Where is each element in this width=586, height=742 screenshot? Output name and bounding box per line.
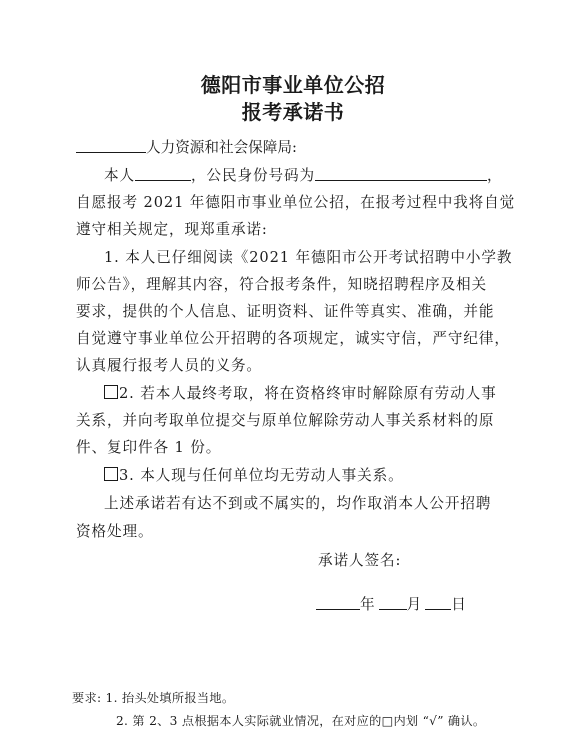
month-label: 月 — [406, 596, 422, 613]
identity-middle: ，公民身份号码为 — [191, 167, 315, 184]
item3-text-1: 3. 本人现与任何单位均无劳动人事关系。 — [119, 467, 404, 484]
item1-line-3: 要求，提供的个人信息、证明资料、证件等真实、准确，并能 — [76, 303, 495, 320]
salutation-line — [76, 137, 297, 158]
signature-label: 承诺人签名: — [318, 552, 402, 569]
id-number-blank[interactable] — [315, 165, 487, 181]
item3-line-1 — [104, 466, 404, 486]
item2-line-2: 关系，并向考取单位提交与原单位解除劳动人事关系材料的原 — [76, 412, 495, 429]
month-blank[interactable] — [379, 594, 407, 610]
item2-line-1 — [104, 384, 497, 404]
year-blank[interactable] — [316, 594, 360, 610]
identity-prefix: 本人 — [104, 167, 135, 184]
item1-line-2: 师公告》，理解其内容，符合报考条件，知晓招聘程序及相关 — [76, 276, 488, 293]
name-blank[interactable] — [135, 165, 191, 181]
date-line — [316, 594, 466, 615]
intro-line-1: 自愿报考 2021 年德阳市事业单位公招，在报考过程中我将自觉 — [76, 194, 516, 211]
identity-suffix: ， — [486, 167, 503, 184]
item2-line-3: 件、复印件各 1 份。 — [76, 439, 222, 456]
closing-line-1: 上述承诺若有达不到或不属实的，均作取消本人公开招聘 — [104, 495, 492, 512]
document-title-line2: 报考承诺书 — [241, 100, 345, 124]
document-title-line1: 德阳市事业单位公招 — [200, 73, 386, 97]
closing-line-2: 资格处理。 — [76, 523, 154, 540]
item1-line-4: 自觉遵守事业单位公开招聘的各项规定，诚实守信，严守纪律， — [76, 330, 510, 347]
item3-checkbox[interactable] — [104, 467, 118, 481]
day-blank[interactable] — [425, 594, 451, 610]
note-line-2: 2. 第 2、3 点根据本人实际就业情况，在对应的□内划 “√” 确认。 — [116, 714, 486, 728]
item2-text-1: 2. 若本人最终考取，将在资格终审时解除原有劳动人事 — [119, 385, 497, 402]
year-label: 年 — [360, 596, 375, 613]
bureau-name-blank[interactable] — [76, 137, 146, 153]
salutation-text: 人力资源和社会保障局: — [146, 139, 297, 156]
identity-line — [104, 165, 502, 186]
item2-checkbox[interactable] — [104, 385, 118, 399]
note-line-1: 要求: 1. 抬头处填所报当地。 — [72, 691, 235, 705]
item1-line-1: 1. 本人已仔细阅读《2021 年德阳市公开考试招聘中小学教 — [104, 249, 513, 266]
day-label: 日 — [451, 596, 466, 613]
item1-line-5: 认真履行报考人员的义务。 — [76, 357, 262, 374]
intro-line-2: 遵守相关规定，现郑重承诺: — [76, 221, 268, 238]
